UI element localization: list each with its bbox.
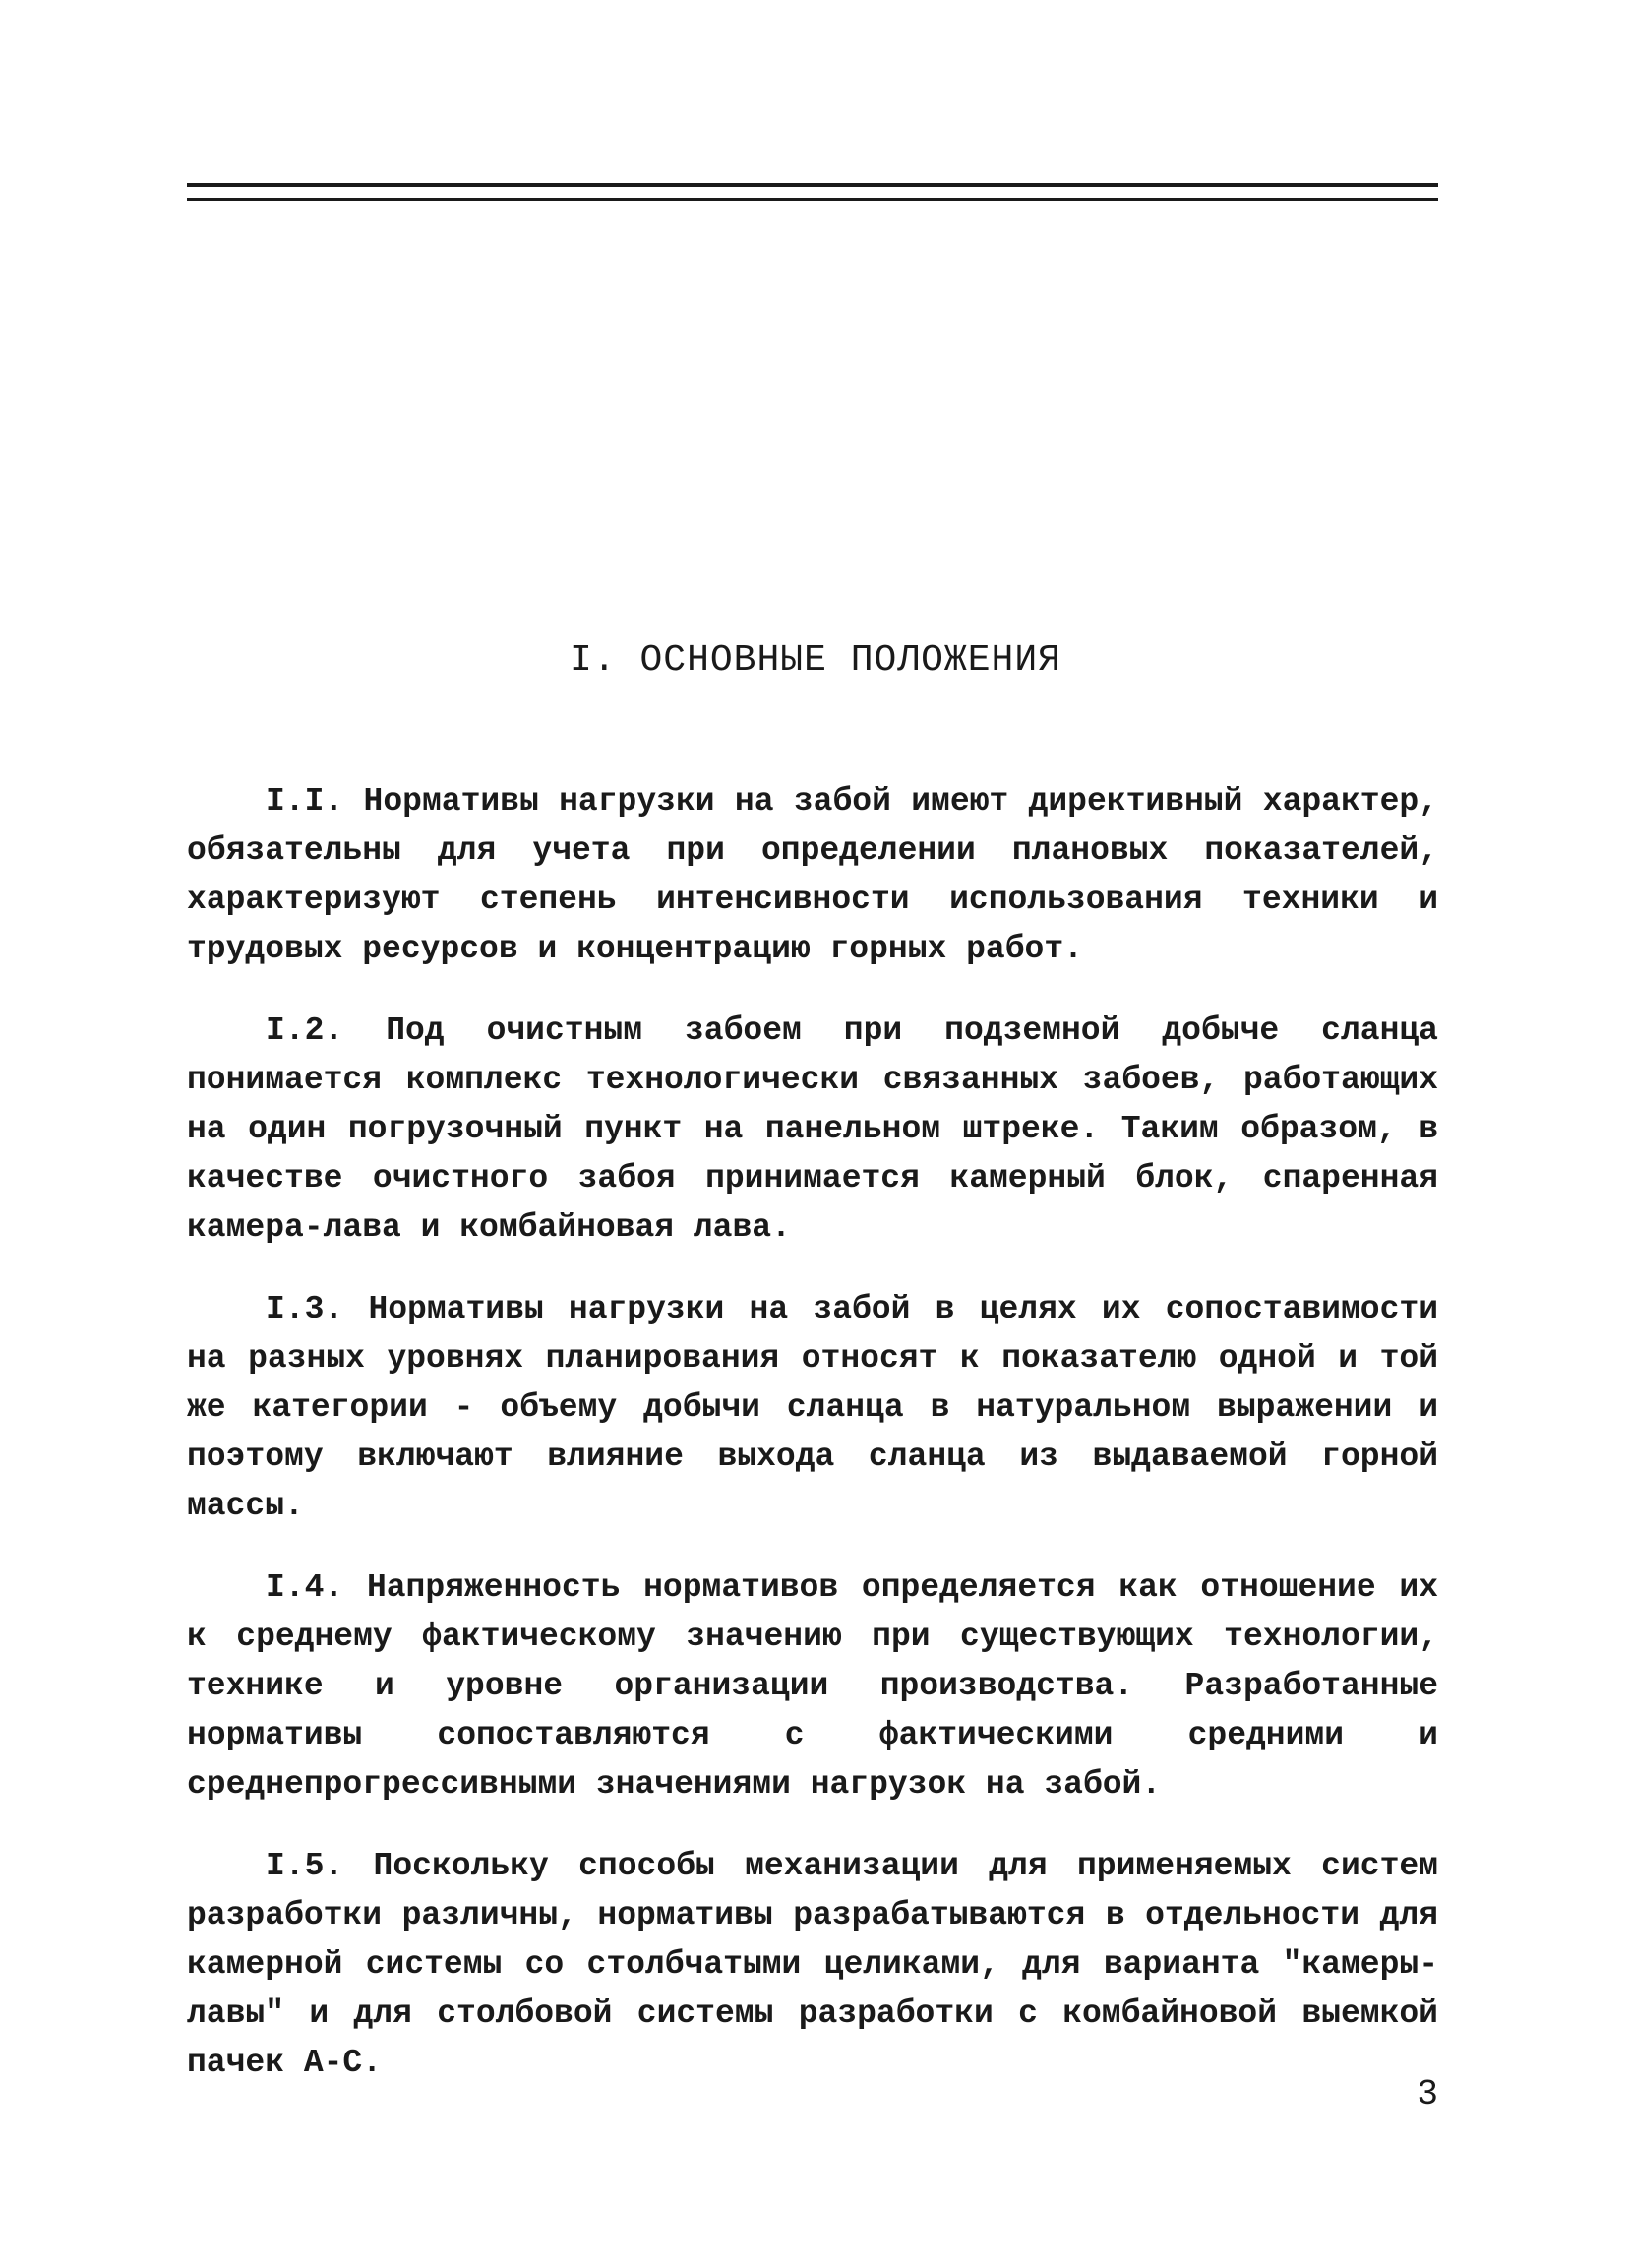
header-rule-thin — [187, 198, 1438, 201]
header-rule-thick — [187, 183, 1438, 187]
body-text — [187, 777, 1438, 2120]
paragraph-1-2: I.2. Под очистным забоем при подземной добыче сланца понимается комплекс технологически связанных забоев, работающих на один погрузочный пункт на панельном штреке. Таким образом, в качестве очистного забоя принимается камерный блок, спаренная камера-лава и комбайновая лава. — [187, 1012, 1438, 1246]
section-title: I. ОСНОВНЫЕ ПОЛОЖЕНИЯ — [570, 640, 1061, 682]
paragraph-1-1: I.I. Нормативы нагрузки на забой имеют директивный характер, обязательны для учета при определении плановых показателей, характеризуют степень интенсивности использования техники и трудовых ресурсов и концентрацию горных работ. — [187, 783, 1438, 967]
paragraph-1-5: I.5. Поскольку способы механизации для применяемых систем разработки различны, нормативы разрабатываются в отдельности для камерной системы со столбчатыми целиками, для варианта "камеры-лавы" и для столбовой системы разработки с комбайновой выемкой пачек А-С. — [187, 1848, 1438, 2081]
paragraph-1-4: I.4. Напряженность нормативов определяется как отношение их к среднему фактическому значению при существующих технологии, технике и уровне организации производства. Разработанные нормативы сопоставляются с фактическими средними и среднепрогрессивными значениями нагрузок на забой. — [187, 1569, 1438, 1803]
paragraph-1-3: I.3. Нормативы нагрузки на забой в целях их сопоставимости на разных уровнях планирования относят к показателю одной и той же категории - объему добычи сланца в натуральном выражении и поэтому включают влияние выхода сланца из выдаваемой горной массы. — [187, 1291, 1438, 1524]
page-number: 3 — [1417, 2074, 1438, 2115]
